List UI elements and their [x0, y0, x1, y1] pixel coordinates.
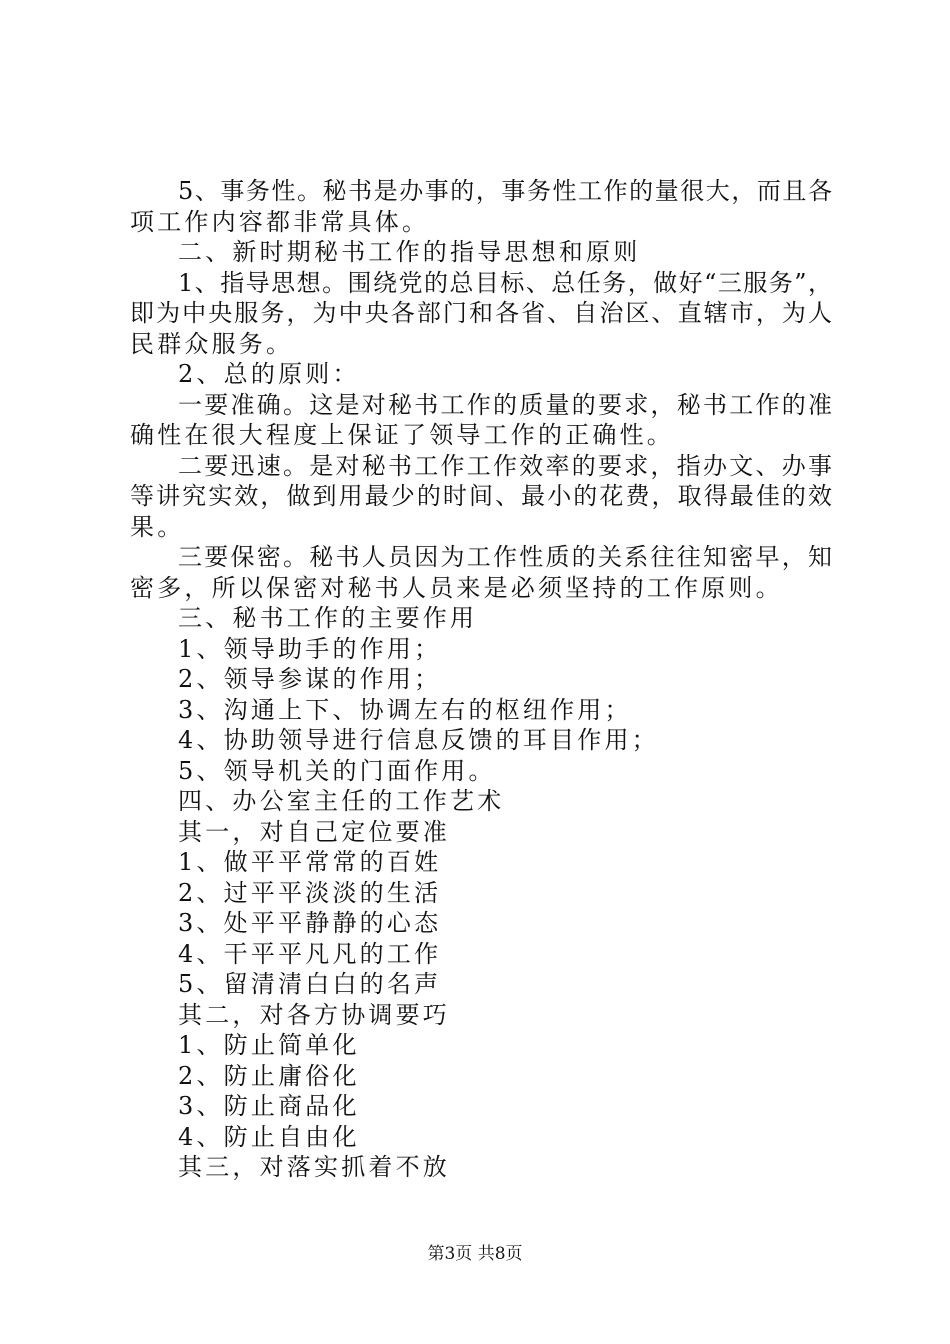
text-line: 2、防止庸俗化: [178, 1061, 360, 1090]
text-line: 1、防止简单化: [178, 1031, 360, 1059]
page-footer: 第3页 共8页: [427, 1244, 523, 1264]
text-line: 即为中央服务，为中央各部门和各省、自治区、直辖市，为人: [130, 299, 832, 327]
text-line: 二要迅速。是对秘书工作工作效率的要求，指办文、办事: [178, 451, 832, 480]
text-line: 二、新时期秘书工作的指导思想和原则: [178, 238, 641, 266]
text-line: 项工作内容都非常具体。: [130, 207, 430, 236]
text-line: 四、办公室主任的工作艺术: [178, 787, 505, 815]
text-line: 一要准确。这是对秘书工作的质量的要求，秘书工作的准: [178, 390, 832, 419]
text-line: 2、总的原则：: [178, 360, 360, 388]
document-body: [130, 176, 832, 1183]
text-line: 三要保密。秘书人员因为工作性质的关系往往知密早，知: [178, 543, 832, 571]
text-line: 三、秘书工作的主要作用: [178, 604, 478, 632]
text-line: 民群众服务。: [130, 329, 294, 358]
text-line: 4、防止自由化: [178, 1122, 360, 1151]
text-line: 4、协助领导进行信息反馈的耳目作用；: [178, 726, 659, 754]
text-line: 5、领导机关的门面作用。: [178, 756, 496, 785]
text-line: 1、指导思想。围绕党的总目标、总任务，做好“三服务”，: [178, 268, 832, 297]
text-line: 确性在很大程度上保证了领导工作的正确性。: [130, 421, 674, 449]
text-line: 1、领导助手的作用；: [178, 634, 442, 663]
text-line: 等讲究实效，做到用最少的时间、最小的花费，取得最佳的效: [130, 482, 832, 510]
text-line: 3、处平平静静的心态: [178, 909, 442, 937]
text-line: 2、领导参谋的作用；: [178, 665, 442, 693]
text-line: 5、留清清白白的名声: [178, 970, 442, 998]
text-line: 其三，对落实抓着不放: [178, 1153, 450, 1181]
text-line: 1、做平平常常的百姓: [178, 848, 442, 876]
text-line: 3、沟通上下、协调左右的枢纽作用；: [178, 695, 632, 724]
text-line: 5、事务性。秘书是办事的，事务性工作的量很大，而且各: [178, 177, 832, 205]
text-line: 其一，对自己定位要准: [178, 817, 450, 846]
text-line: 密多，所以保密对秘书人员来是必须坚持的工作原则。: [130, 573, 783, 602]
text-line: 4、干平平凡凡的工作: [178, 939, 442, 968]
text-line: 其二，对各方协调要巧: [178, 1000, 450, 1029]
text-line: 2、过平平淡淡的生活: [178, 878, 442, 907]
text-line: 3、防止商品化: [178, 1092, 360, 1120]
text-line: 果。: [130, 512, 185, 541]
